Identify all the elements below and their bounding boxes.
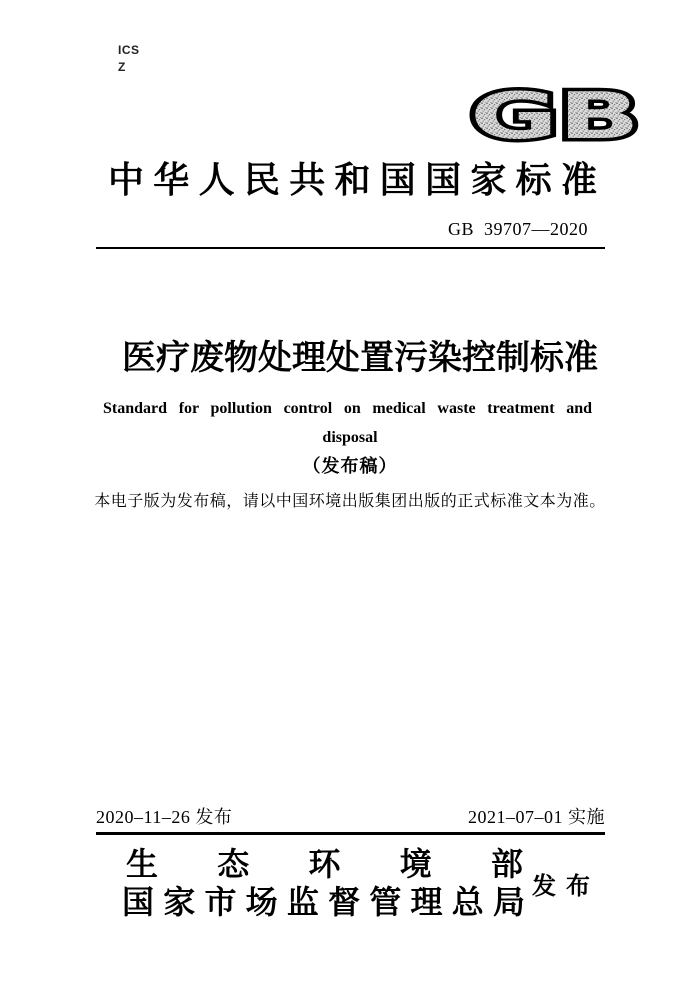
ics-label: ICS xyxy=(118,43,140,57)
document-title-chinese: 医疗废物处理处置污染控制标准 xyxy=(122,339,598,377)
edition-notice: 本电子版为发布稿，请以中国环境出版集团出版的正式标准文本为准。 xyxy=(94,493,606,510)
issuing-agency-line1: 生态环境部 xyxy=(126,846,523,882)
gb-logo-text: GB xyxy=(470,82,640,148)
implementation-date: 2021–07–01 实施 xyxy=(468,807,605,827)
document-title-english-line2: disposal xyxy=(322,429,378,446)
document-title-english-line1: Standard for pollution control on medical waste treatment and xyxy=(103,400,592,417)
gb-logo-icon xyxy=(466,82,644,148)
ics-block xyxy=(118,42,140,76)
issuing-agency-line2: 国家市场监督管理总局 xyxy=(122,884,525,920)
ics-class-code: Z xyxy=(118,60,126,74)
publish-label: 发布 xyxy=(532,874,590,900)
footer-divider-rule xyxy=(96,832,605,835)
issue-date: 2020–11–26 发布 xyxy=(96,807,233,827)
standard-number: GB 39707—2020 xyxy=(447,219,588,239)
draft-status-label: （发布稿） xyxy=(302,456,398,476)
national-standard-heading: 中华人民共和国国家标准 xyxy=(108,160,597,200)
header-divider-rule xyxy=(96,247,605,249)
